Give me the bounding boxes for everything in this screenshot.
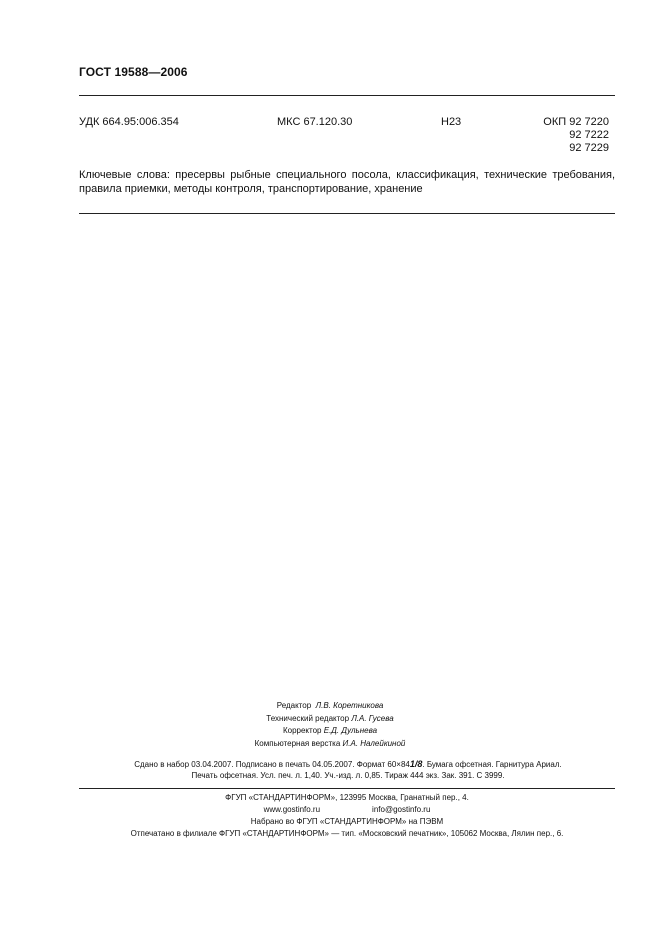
credit-tech-editor: Технический редактор Л.А. Гусева [266, 713, 394, 723]
okp-codes [542, 116, 609, 155]
credit-editor: Редактор Л.В. Коретникова [276, 701, 384, 710]
keywords: Ключевые слова: пресервы рыбные специального посола, классификация, технические требования, правила приемки, методы контроля, транспортирование, хранение [79, 169, 615, 195]
website-link[interactable]: www.gostinfo.ru [263, 805, 321, 814]
print-info-line1: Сдано в набор 03.04.2007. Подписано в печать 04.05.2007. Формат 60×841/8. Бумага офсетная. Гарнитура Ариал. [134, 759, 562, 769]
publisher-address: ФГУП «СТАНДАРТИНФОРМ», 123995 Москва, Гранатный пер., 4. [225, 793, 469, 802]
divider [79, 95, 615, 96]
okp-code: 92 7229 [569, 142, 609, 154]
group-code: Н23 [441, 116, 462, 128]
okp-code: ОКП 92 7220 [543, 116, 609, 128]
publisher-contacts [79, 804, 615, 816]
typeset-note: Набрано во ФГУП «СТАНДАРТИНФОРМ» на ПЭВМ [250, 817, 444, 826]
publisher-block [79, 792, 615, 840]
print-info-line2: Печать офсетная. Усл. печ. л. 1,40. Уч.-изд. л. 0,85. Тираж 444 экз. Зак. 391. С 3999. [191, 771, 505, 780]
email-link[interactable]: info@gostinfo.ru [372, 805, 431, 814]
mks-code: МКС 67.120.30 [277, 116, 353, 128]
divider [79, 788, 615, 789]
credits-block [200, 700, 460, 750]
divider [79, 213, 615, 214]
udk-code: УДК 664.95:006.354 [79, 116, 179, 128]
format-fraction: 1/8 [409, 759, 423, 769]
printing-note: Отпечатано в филиале ФГУП «СТАНДАРТИНФОРМ» — тип. «Московский печатник», 105062 Москва, Лялин пер., 6. [130, 829, 564, 838]
okp-code: 92 7222 [569, 129, 609, 141]
document-title: ГОСТ 19588—2006 [79, 65, 188, 79]
credit-layout: Компьютерная верстка И.А. Налейкиной [254, 738, 406, 748]
credit-proofreader: Корректор Е.Д. Дульнева [282, 726, 378, 735]
